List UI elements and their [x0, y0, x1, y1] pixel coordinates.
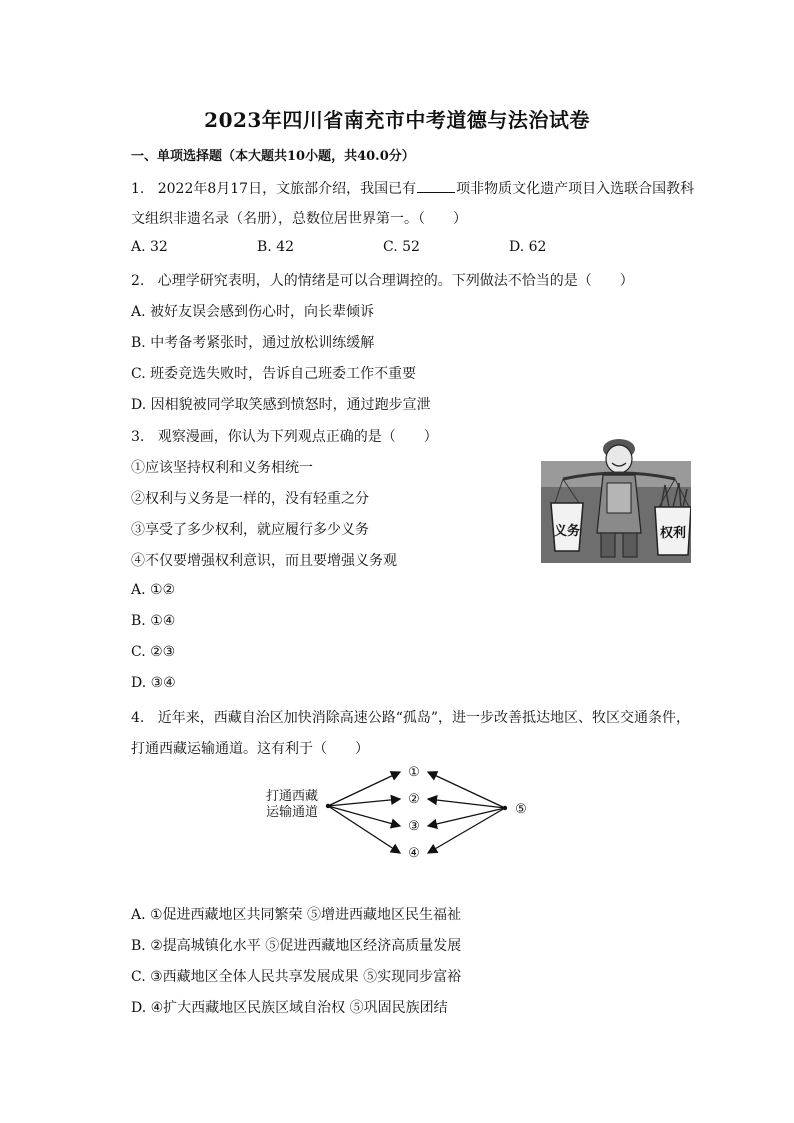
question-2-stem-line [131, 270, 634, 290]
question-3-option-a: A. ①② [131, 582, 176, 598]
question-1-option-a: A. 32 [131, 239, 168, 255]
question-2-option-c: C. 班委竞选失败时，告诉自己班委工作不重要 [131, 366, 417, 382]
duty-bucket-label: 义务 [553, 524, 581, 539]
diagram-target-3: ③ [408, 819, 420, 834]
transport-diagram [262, 760, 532, 868]
question-1-option-b: B. 42 [257, 239, 295, 255]
right-leg-icon [623, 533, 637, 557]
question-2-stem: 心理学研究表明，人的情绪是可以合理调控的。下列做法不恰当的是（ ） [157, 273, 634, 289]
question-4-option-a: A. ①促进西藏地区共同繁荣 ⑤增进西藏地区民生福祉 [131, 907, 462, 923]
overalls-icon [607, 483, 631, 513]
question-1-stem-b: 项非物质文化遗产项目入选联合国教科 [456, 181, 695, 197]
arrow-to-2 [328, 799, 400, 806]
diagram-source-line-2: 运输通道 [266, 805, 319, 820]
diagram-source-line-1: 打通西藏 [266, 789, 319, 804]
left-leg-icon [601, 533, 615, 557]
question-3-option-c: C. ②③ [131, 644, 176, 660]
diagram-target-2: ② [408, 792, 420, 807]
rights-duties-cartoon [541, 423, 691, 563]
question-3-option-d: D. ③④ [131, 675, 176, 691]
question-4-line-2: 打通西藏运输通道。这有利于（ ） [131, 741, 369, 757]
question-1-option-d: D. 62 [509, 239, 547, 255]
question-1-stem-a: 2022年8月17日，文旅部介绍，我国已有 [157, 181, 417, 197]
diagram-node-5: ⑤ [515, 802, 527, 817]
question-3-statement-4: ④不仅要增强权利意识，而且要增强义务观 [131, 553, 397, 569]
question-3-statement-1: ①应该坚持权利和义务相统一 [131, 460, 313, 476]
question-2-option-a: A. 被好友误会感到伤心时，向长辈倾诉 [131, 304, 375, 320]
arrow-5-to-4 [428, 808, 505, 853]
exam-title: 2023年四川省南充市中考道德与法治试卷 [204, 108, 590, 132]
question-3-number: 3. [131, 429, 145, 445]
arrow-to-3 [328, 806, 400, 826]
arrow-to-1 [328, 772, 400, 806]
question-3-statement-2: ②权利与义务是一样的，没有轻重之分 [131, 491, 369, 507]
question-4-option-d: D. ④扩大西藏地区民族区域自治权 ⑤巩固民族团结 [131, 1000, 448, 1016]
answer-blank [417, 179, 455, 193]
question-1-number: 1. [131, 181, 145, 197]
question-2-option-b: B. 中考备考紧张时，通过放松训练缓解 [131, 335, 375, 351]
question-4-number: 4. [131, 710, 145, 726]
question-2-number: 2. [131, 273, 145, 289]
question-4-option-c: C. ③西藏地区全体人民共享发展成果 ⑤实现同步富裕 [131, 969, 462, 985]
question-4-stem-1: 近年来，西藏自治区加快消除高速公路“孤岛”，进一步改善抵达地区、牧区交通条件， [157, 710, 691, 726]
question-3-option-b: B. ①④ [131, 613, 176, 629]
arrow-5-to-3 [428, 808, 505, 826]
question-1-line-1 [131, 178, 694, 198]
arrow-to-4 [328, 806, 400, 853]
arrow-5-to-1 [428, 772, 505, 808]
question-4-option-b: B. ②提高城镇化水平 ⑤促进西藏地区经济高质量发展 [131, 938, 462, 954]
question-1-line-2: 文组织非遗名录（名册），总数位居世界第一。（ ） [131, 211, 467, 227]
question-3-stem-line [131, 426, 438, 446]
question-4-line-1 [131, 707, 690, 727]
diagram-target-1: ① [408, 765, 420, 780]
face-icon [606, 445, 632, 473]
diagram-target-4: ④ [408, 846, 420, 861]
question-1-option-c: C. 52 [383, 239, 420, 255]
rights-bucket-label: 权利 [659, 526, 687, 541]
section-heading: 一、单项选择题（本大题共10小题，共40.0分） [131, 149, 415, 164]
question-3-stem: 观察漫画，你认为下列观点正确的是（ ） [157, 429, 438, 445]
arrow-5-to-2 [428, 799, 505, 808]
question-2-option-d: D. 因相貌被同学取笑感到愤怒时，通过跑步宣泄 [131, 397, 431, 413]
question-3-statement-3: ③享受了多少权利，就应履行多少义务 [131, 522, 369, 538]
